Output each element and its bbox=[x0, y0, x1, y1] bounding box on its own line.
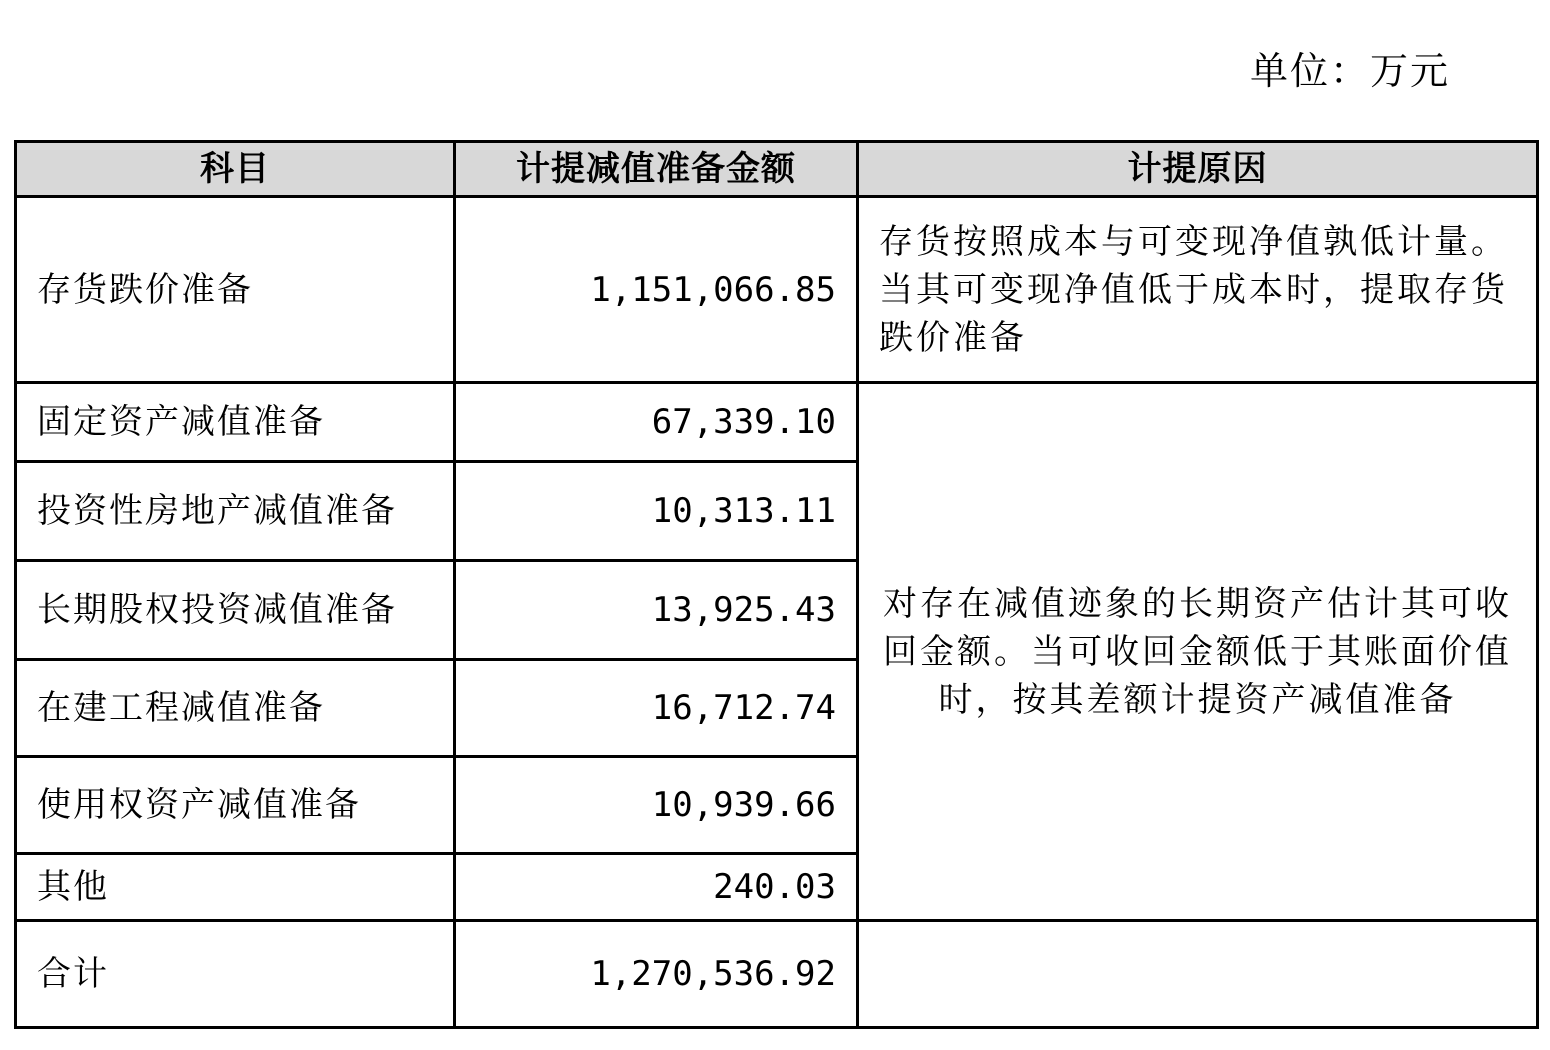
row-subject: 固定资产减值准备 bbox=[16, 383, 455, 462]
total-subject: 合计 bbox=[16, 921, 455, 1028]
row-reason-inventory: 存货按照成本与可变现净值孰低计量。当其可变现净值低于成本时，提取存货跌价准备 bbox=[858, 197, 1538, 383]
unit-label: 单位：万元 bbox=[1250, 49, 1451, 93]
header-reason: 计提原因 bbox=[858, 142, 1538, 197]
total-reason bbox=[858, 921, 1538, 1028]
header-subject: 科目 bbox=[16, 142, 455, 197]
row-amount: 1,151,066.85 bbox=[455, 197, 858, 383]
table-row bbox=[16, 383, 1538, 462]
row-reason-long-term-assets: 对存在减值迹象的长期资产估计其可收回金额。当可收回金额低于其账面价值时，按其差额计提资产减值准备 bbox=[858, 383, 1538, 921]
table-header-row bbox=[16, 142, 1538, 197]
row-subject: 长期股权投资减值准备 bbox=[16, 561, 455, 660]
row-amount: 16,712.74 bbox=[455, 660, 858, 757]
impairment-table bbox=[14, 140, 1539, 1029]
total-amount: 1,270,536.92 bbox=[455, 921, 858, 1028]
row-subject: 投资性房地产减值准备 bbox=[16, 462, 455, 561]
header-amount: 计提减值准备金额 bbox=[455, 142, 858, 197]
row-subject: 其他 bbox=[16, 854, 455, 921]
row-amount: 240.03 bbox=[455, 854, 858, 921]
row-amount: 13,925.43 bbox=[455, 561, 858, 660]
row-subject: 存货跌价准备 bbox=[16, 197, 455, 383]
table-row bbox=[16, 197, 1538, 383]
row-subject: 在建工程减值准备 bbox=[16, 660, 455, 757]
row-amount: 10,939.66 bbox=[455, 757, 858, 854]
total-row bbox=[16, 921, 1538, 1028]
row-amount: 67,339.10 bbox=[455, 383, 858, 462]
row-amount: 10,313.11 bbox=[455, 462, 858, 561]
row-subject: 使用权资产减值准备 bbox=[16, 757, 455, 854]
